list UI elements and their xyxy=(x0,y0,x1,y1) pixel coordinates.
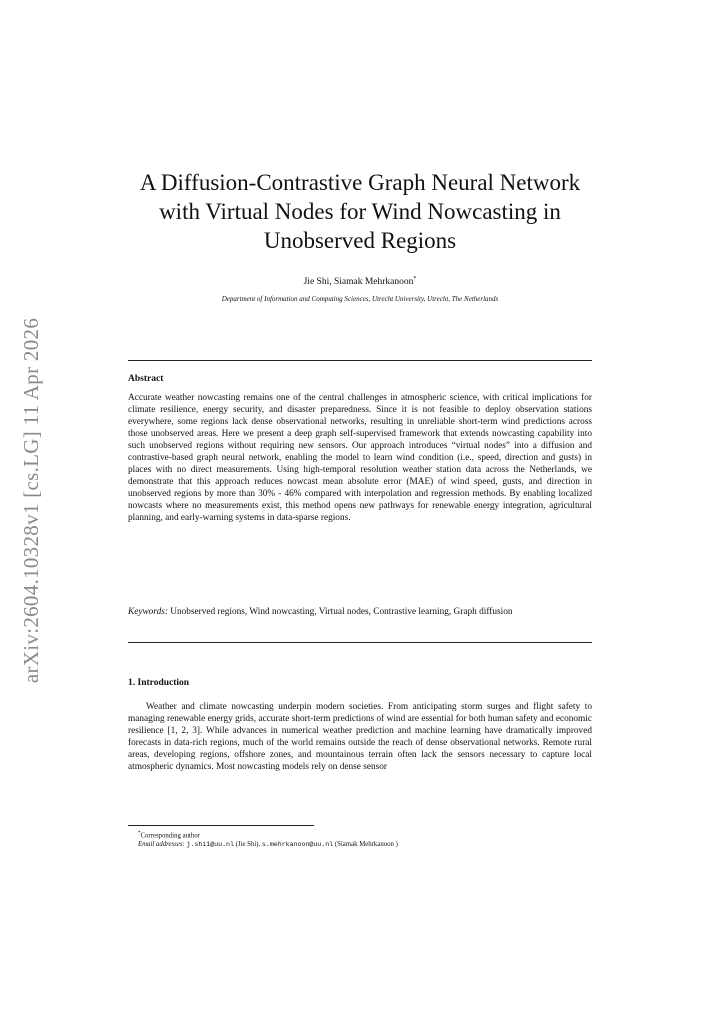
author-line xyxy=(128,276,592,287)
email-name-2: (Siamak Mehrkanoon ) xyxy=(334,841,398,849)
email-name-1: (Jie Shi), xyxy=(235,841,261,849)
abstract-bottom-rule xyxy=(128,642,592,643)
abstract-text: Accurate weather nowcasting remains one of the central challenges in atmospheric science, with critical implications for climate resilience, energy security, and disaster preparedness. Since it is not feasible to deploy observation stations everywhere, some regions lack dense observational networks, resulting in unreliable short-term wind predictions across those unobserved areas. Here we present a deep graph self-supervised framework that extends nowcasting capability into such unobserved regions without requiring new sensors. Our approach introduces “virtual nodes” into a diffusion and contrastive-based graph neural network, enabling the model to learn wind condition (i.e., speed, direction and gusts) in places with no direct measurements. Using high-temporal resolution weather station data across the Netherlands, we demonstrate that this approach reduces nowcast mean absolute error (MAE) of wind speed, gusts, and direction in unobserved regions by more than 30% - 46% compared with interpolation and regression methods. By enabling localized nowcasts where no measurements exist, this method opens new pathways for renewable energy integration, agricultural planning, and early-warning systems in data-sparse regions. xyxy=(128,393,592,523)
footnote xyxy=(138,829,398,849)
abstract-top-rule xyxy=(128,360,592,361)
keywords xyxy=(128,606,592,618)
keywords-text: Unobserved regions, Wind nowcasting, Virtual nodes, Contrastive learning, Graph diffusion xyxy=(170,607,513,617)
footnote-mark: * xyxy=(138,831,141,836)
email-link-2[interactable]: s.mehrkanoon@uu.nl xyxy=(261,841,334,849)
arxiv-identifier-text: arXiv:2604.10328v1 [cs.LG] 11 Apr 2026 xyxy=(19,317,44,683)
author-footnote-mark: * xyxy=(413,276,417,282)
arxiv-identifier xyxy=(12,300,52,700)
keywords-label: Keywords: xyxy=(128,607,168,617)
affiliation: Department of Information and Computing Sciences, Utrecht University, Utrecht, The Netherlands xyxy=(221,295,499,303)
authors: Jie Shi, Siamak Mehrkanoon xyxy=(303,277,414,288)
introduction-text: Weather and climate nowcasting underpin modern societies. From anticipating storm surges and flight safety to managing renewable energy grids, accurate short-term predictions of wind are essential for both human safety and economic resilience [1, 2, 3]. While advances in numerical weather prediction and machine learning have dramatically improved forecasts in data-rich regions, much of the world remains outside the reach of dense observational networks. Remote rural areas, developing regions, offshore zones, and mountainous terrain often lack the sensors necessary to capture local atmospheric dynamics. Most nowcasting models rely on dense sensor xyxy=(128,702,592,772)
paper-title: A Diffusion-Contrastive Graph Neural Network with Virtual Nodes for Wind Nowcasting in Unobserved Regions xyxy=(139,170,581,253)
corresponding-author-text: Corresponding author xyxy=(140,832,200,840)
footnote-rule xyxy=(128,825,314,826)
corresponding-author-note xyxy=(138,829,398,840)
introduction-heading: 1. Introduction xyxy=(128,678,190,688)
email-label: Email addresses: xyxy=(138,841,185,849)
email-addresses xyxy=(138,840,398,849)
abstract-heading: Abstract xyxy=(128,374,164,384)
email-link-1[interactable]: j.shi1@uu.nl xyxy=(186,841,234,849)
